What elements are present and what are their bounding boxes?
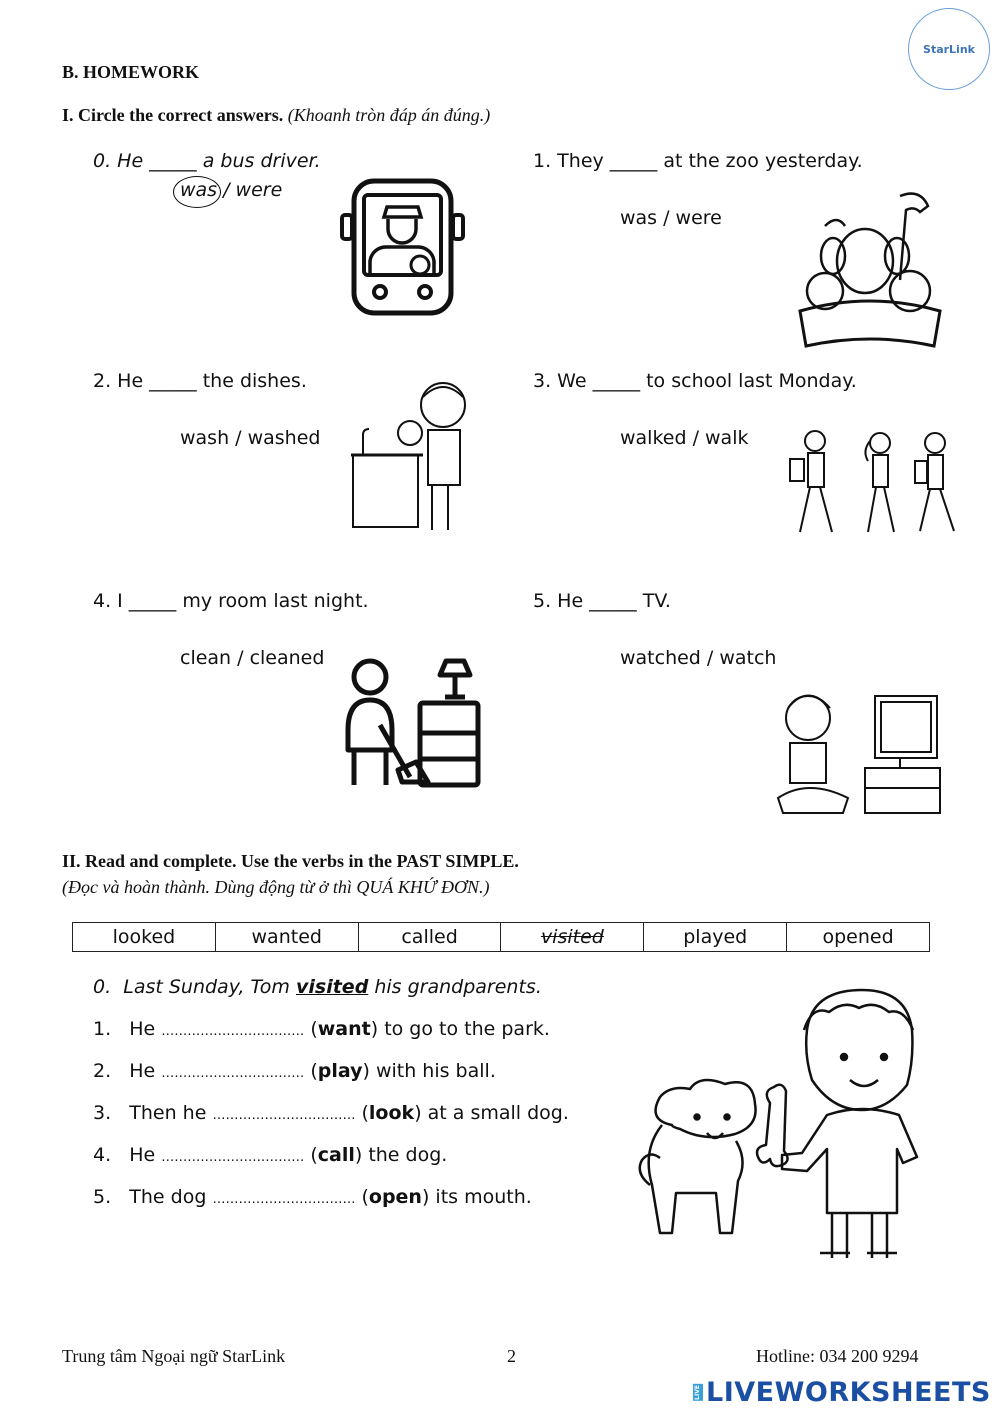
sentence-post: its mouth.	[435, 1186, 532, 1208]
section-title: B. HOMEWORK	[62, 62, 200, 82]
question-1: 1. They _____ at the zoo yesterday.	[533, 150, 863, 172]
options-5[interactable]: watched / watch	[620, 647, 777, 669]
sentence-1: 1. He …………………………… (want) to go to the park.	[93, 1018, 550, 1040]
part2-heading: II. Read and complete. Use the verbs in the PAST SIMPLE.	[62, 851, 519, 871]
kids-walking-icon	[770, 427, 970, 539]
part1-heading-vi: (Khoanh tròn đáp án đúng.)	[287, 105, 491, 125]
sentence-pre: He	[129, 1018, 156, 1040]
sentence-2: 2. He …………………………… (play) with his ball.	[93, 1060, 496, 1082]
sentence-number: 4.	[93, 1144, 112, 1166]
part1-heading-row	[62, 105, 490, 126]
logo-text: StarLink	[923, 42, 975, 56]
sentence-3: 3. Then he …………………………… (look) at a small dog.	[93, 1102, 569, 1124]
word-bank-item: looked	[73, 923, 216, 952]
sentence-post: at a small dog.	[427, 1102, 569, 1124]
cleaning-room-icon	[340, 655, 485, 790]
sentence-post: to go to the park.	[384, 1018, 550, 1040]
question-5: 5. He _____ TV.	[533, 590, 671, 612]
liveworksheets-mark	[693, 1384, 703, 1401]
bus-driver-icon	[340, 177, 465, 317]
question-4: 4. I _____ my room last night.	[93, 590, 369, 612]
sentence-pre: The dog	[129, 1186, 207, 1208]
boy-washing-dishes-icon	[348, 375, 483, 540]
sentence-4: 4. He …………………………… (call) the dog.	[93, 1144, 448, 1166]
liveworksheets-text: LIVEWORKSHEETS	[706, 1376, 991, 1408]
example-pre: Last Sunday, Tom	[123, 976, 290, 998]
question-2: 2. He _____ the dishes.	[93, 370, 307, 392]
starlink-logo	[908, 8, 990, 90]
example-number: 0.	[93, 976, 112, 998]
answer-blank[interactable]: ……………………………	[212, 1192, 356, 1207]
word-bank-item: called	[358, 923, 501, 952]
options-4[interactable]: clean / cleaned	[180, 647, 325, 669]
answer-blank[interactable]: ……………………………	[161, 1150, 305, 1165]
word-bank-item: opened	[787, 923, 930, 952]
verb-hint: want	[317, 1018, 371, 1040]
liveworksheets-mark-text: LIVE	[694, 1384, 701, 1400]
word-bank-item: wanted	[215, 923, 358, 952]
sentence-post: with his ball.	[375, 1060, 496, 1082]
part1-heading: I. Circle the correct answers.	[62, 105, 284, 125]
word-bank	[72, 922, 930, 952]
boy-and-dog-illustration	[632, 985, 932, 1260]
sentence-5: 5. The dog …………………………… (open) its mouth.	[93, 1186, 532, 1208]
options-0[interactable]: was / were	[180, 179, 283, 201]
sentence-pre: He	[129, 1060, 156, 1082]
sentence-pre: Then he	[129, 1102, 207, 1124]
part2-heading-vi: (Đọc và hoàn thành. Dùng động từ ở thì QUÁ KHỨ ĐƠN.)	[62, 877, 490, 897]
word-bank-item-used: visited	[501, 923, 644, 952]
verb-hint: call	[317, 1144, 355, 1166]
question-3: 3. We _____ to school last Monday.	[533, 370, 857, 392]
zoo-animals-icon	[795, 186, 945, 356]
sentence-pre: He	[129, 1144, 156, 1166]
question-0: 0. He _____ a bus driver.	[93, 150, 321, 172]
answer-circle	[173, 176, 221, 208]
example-sentence	[93, 976, 542, 998]
sentence-number: 1.	[93, 1018, 112, 1040]
footer-page-number: 2	[507, 1346, 516, 1366]
liveworksheets-logo	[693, 1374, 991, 1410]
verb-hint: look	[368, 1102, 415, 1124]
word-bank-item: played	[644, 923, 787, 952]
footer-hotline: Hotline: 034 200 9294	[756, 1346, 919, 1366]
options-2[interactable]: wash / washed	[180, 427, 321, 449]
answer-blank[interactable]: ……………………………	[161, 1024, 305, 1039]
example-post: his grandparents.	[374, 976, 542, 998]
options-1[interactable]: was / were	[620, 207, 722, 229]
verb-hint: play	[317, 1060, 363, 1082]
example-answer: visited	[296, 976, 369, 998]
footer-center-name: Trung tâm Ngoại ngữ StarLink	[62, 1346, 286, 1366]
verb-hint: open	[368, 1186, 422, 1208]
sentence-number: 5.	[93, 1186, 112, 1208]
answer-blank[interactable]: ……………………………	[212, 1108, 356, 1123]
sentence-number: 2.	[93, 1060, 112, 1082]
sentence-post: the dog.	[368, 1144, 448, 1166]
answer-blank[interactable]: ……………………………	[161, 1066, 305, 1081]
boy-watching-tv-icon	[770, 688, 945, 818]
options-3[interactable]: walked / walk	[620, 427, 749, 449]
sentence-number: 3.	[93, 1102, 112, 1124]
